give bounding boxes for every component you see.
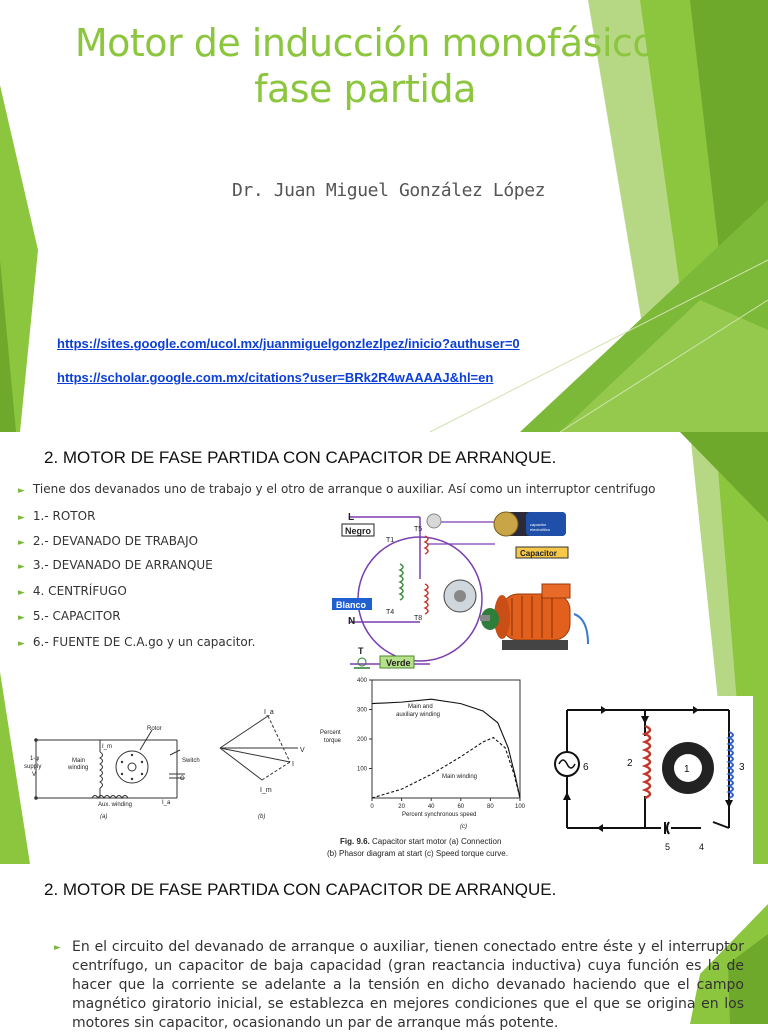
svg-text:capacitor: capacitor [530, 522, 547, 527]
figure-caption: Fig. 9.6. Capacitor start motor (a) Connection [340, 837, 502, 846]
circuit-panel [543, 696, 753, 864]
x-axis-label: Percent synchronous speed [402, 812, 477, 818]
svg-text:Switch: Switch [182, 758, 200, 764]
capacitor-label: Capacitor [520, 549, 557, 558]
list-item: ► 4. CENTRÍFUGO [18, 584, 127, 598]
bullet-arrow-icon: ► [18, 588, 25, 598]
svg-text:(b): (b) [258, 814, 266, 820]
x-tick-label: 60 [457, 804, 465, 810]
x-tick-label: 40 [427, 804, 435, 810]
series-line-1 [372, 699, 520, 798]
svg-text:Main: Main [72, 758, 86, 764]
svg-text:winding: winding [68, 765, 89, 771]
svg-text:I_m: I_m [260, 787, 272, 794]
bullet-arrow-icon: ► [54, 943, 61, 953]
list-item: ► 3.- DEVANADO DE ARRANQUE [18, 558, 213, 572]
ground-icon [354, 658, 370, 668]
series-label: Main and [408, 704, 433, 710]
t1-label: T1 [386, 537, 395, 544]
svg-text:V: V [32, 772, 37, 778]
figure-caption-line-2: (b) Phasor diagram at start (c) Speed torque curve. [327, 849, 508, 858]
motor-photo [482, 574, 592, 664]
svg-text:I: I [292, 761, 294, 768]
google-sites-link[interactable]: https://sites.google.com/ucol.mx/juanmiguelgonzlezlpez/inicio?authuser=0 [57, 336, 520, 351]
slide-heading: 2. MOTOR DE FASE PARTIDA CON CAPACITOR DE ARRANQUE. [44, 448, 557, 467]
panel-label: (c) [460, 824, 467, 830]
svg-text:1: 1 [684, 764, 690, 775]
svg-text:Aux. winding: Aux. winding [98, 802, 133, 808]
neutral-label: N [348, 616, 356, 627]
green-wire-label: Verde [386, 658, 411, 668]
svg-text:6: 6 [583, 762, 589, 773]
bullet-arrow-icon: ► [18, 562, 25, 572]
svg-text:4: 4 [699, 842, 705, 852]
t4-label: T4 [386, 609, 395, 616]
svg-text:supply: supply [24, 764, 42, 770]
bullet-arrow-icon: ► [18, 538, 25, 548]
series-label: Main winding [442, 774, 478, 780]
slide-capacitor-start [0, 432, 768, 864]
series-line-2 [372, 738, 520, 798]
title-line-1: Motor de inducción monofásico [74, 21, 656, 65]
bullet-arrow-icon: ► [18, 486, 25, 496]
connection-diagram [22, 722, 220, 826]
y-tick-label: 100 [356, 766, 367, 773]
bullet-arrow-icon: ► [18, 639, 25, 649]
author-name: Dr. Juan Miguel González López [232, 180, 546, 201]
bullet-arrow-icon: ► [18, 513, 25, 523]
google-scholar-link[interactable]: https://scholar.google.com.mx/citations?user=BRk2R4wAAAAJ&hl=en [57, 370, 494, 385]
svg-text:V: V [300, 747, 305, 754]
circuit-diagram [543, 696, 753, 864]
x-tick-label: 20 [398, 804, 405, 810]
svg-text:I_m: I_m [102, 744, 113, 750]
list-item: ► 5.- CAPACITOR [18, 609, 121, 623]
t8-label: T8 [414, 615, 423, 622]
y-axis-label: Percent [320, 730, 341, 736]
line-terminal-label: L [348, 512, 355, 523]
slide-title [40, 20, 690, 112]
series-label: auxiliary winding [396, 712, 441, 718]
plot-frame [372, 680, 520, 798]
y-axis-label: torque [324, 738, 342, 744]
bullet-arrow-icon: ► [18, 613, 25, 623]
torque-speed-chart [316, 672, 538, 818]
title-line-2: fase partida [254, 67, 476, 111]
svg-text:Rotor: Rotor [147, 726, 162, 732]
black-wire-label: Negro [345, 526, 372, 536]
explanation-paragraph [54, 938, 744, 1033]
paragraph-text: En el circuito del devanado de arranque o auxiliar, tienen conectado entre éste y el interruptor centrífugo, un capacitor de baja capacidad (gran reactancia inductiva) cuya función es la de hacer que la corriente se adelante a la tensión en dicho devanado haciendo que el campo magnético giratorio inicial, se establezca en mejores condiciones que el que se origina en los motores sin capacitor, ocasionando un par de arranque más potente. [72, 939, 744, 1031]
y-tick-label: 400 [356, 678, 367, 684]
slide-capacitor-explanation [0, 864, 768, 1031]
svg-text:1-φ: 1-φ [30, 756, 40, 762]
x-tick-label: 80 [487, 804, 494, 810]
list-item: ► 6.- FUENTE DE C.A.go y un capacitor. [18, 635, 256, 649]
list-item: ► 2.- DEVANADO DE TRABAJO [18, 534, 199, 548]
y-tick-label: 300 [356, 707, 367, 714]
t5-label: T5 [414, 526, 423, 533]
ground-terminal-label: T [358, 646, 364, 656]
svg-text:(a): (a) [100, 814, 108, 820]
x-tick-label: 100 [514, 804, 526, 810]
y-tick-label: 200 [356, 737, 367, 743]
slide-heading: 2. MOTOR DE FASE PARTIDA CON CAPACITOR DE ARRANQUE. [44, 880, 557, 899]
svg-text:I_a: I_a [162, 800, 171, 806]
white-wire-label: Blanco [336, 600, 367, 610]
list-item: ► Tiene dos devanados uno de trabajo y el otro de arranque o auxiliar. Así como un interruptor centrifugo [18, 482, 656, 496]
svg-text:2: 2 [627, 758, 633, 769]
svg-text:I_a: I_a [264, 709, 274, 716]
list-item: ► 1.- ROTOR [18, 509, 96, 523]
svg-text:C: C [180, 776, 185, 782]
x-tick-label: 0 [370, 804, 374, 810]
phasor-diagram [216, 704, 316, 822]
svg-text:5: 5 [665, 842, 671, 852]
title-slide [0, 0, 768, 432]
svg-text:3: 3 [739, 762, 745, 773]
svg-text:electrolitico: electrolitico [530, 527, 551, 532]
